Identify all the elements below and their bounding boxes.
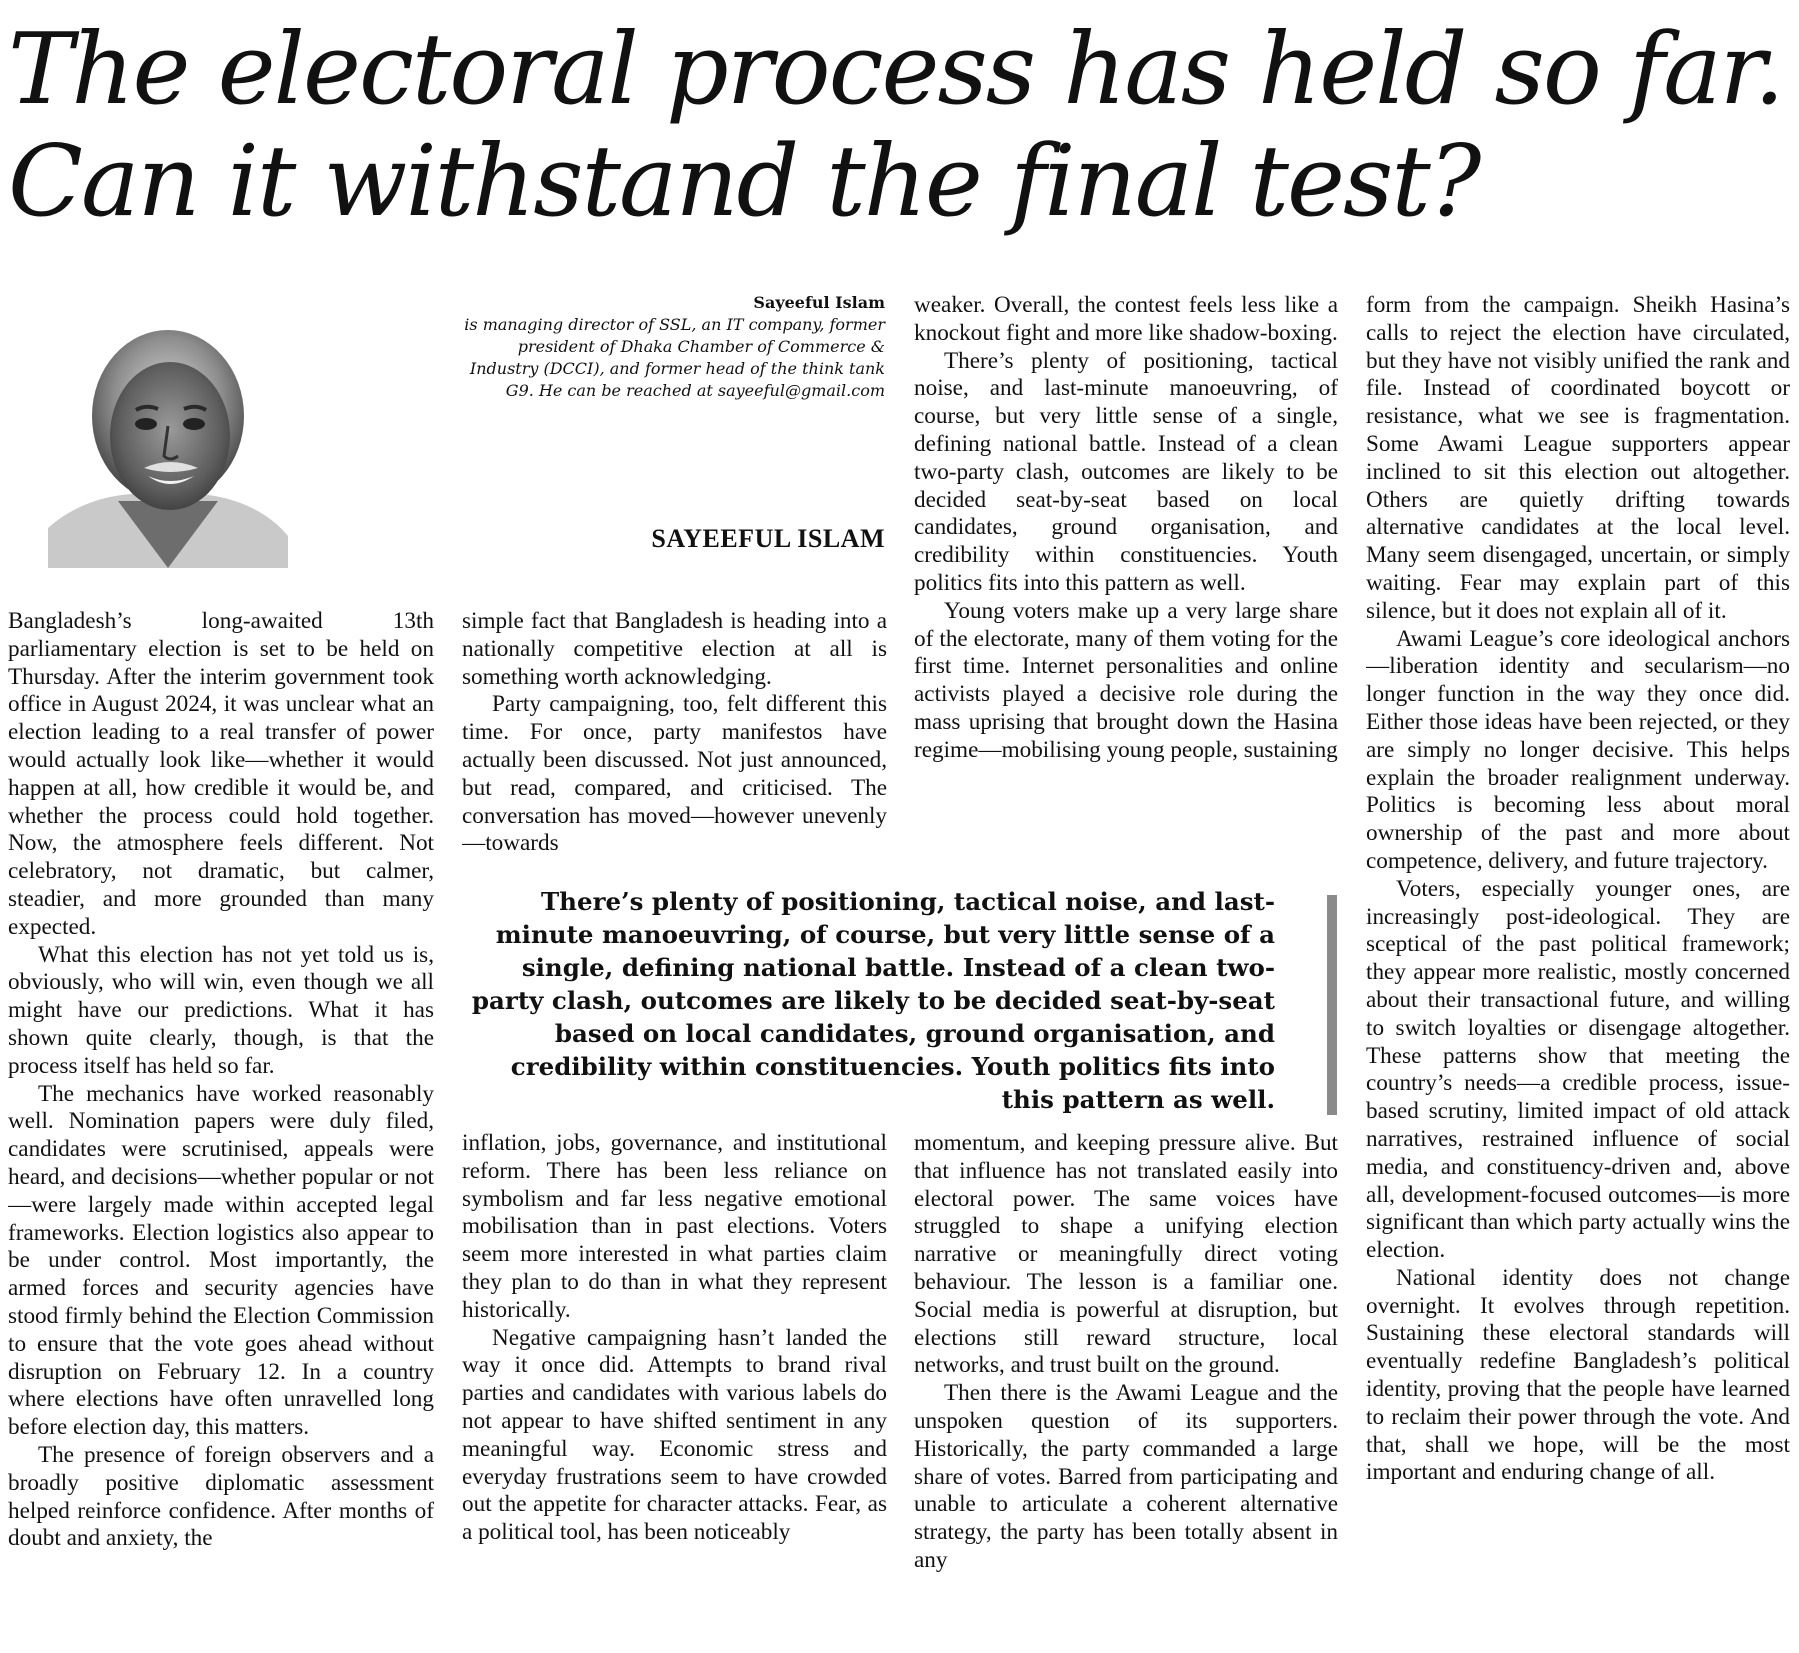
paragraph: There’s plenty of positioning, tactical noise, and last-minute manoeuvring, of course, but very little sense of a single, defining national battle. Instead of a clean two-party clash, outcomes are likely to be decided seat-by-seat based on local candidates, ground organisation, and credibility within constituencies. Youth politics fits into this pattern as well.	[914, 347, 1338, 596]
pull-quote-bar	[1327, 895, 1337, 1115]
paragraph: simple fact that Bangladesh is heading into a nationally competitive election at all is something worth acknowledging.	[462, 608, 887, 690]
author-info	[450, 292, 885, 402]
byline: SAYEEFUL ISLAM	[651, 524, 885, 553]
paragraph: The presence of foreign observers and a broadly positive diplomatic assessment helped reinforce confidence. After months of doubt and anxiety, the	[8, 1441, 434, 1552]
article-column-2-top	[462, 608, 887, 858]
article-column-3-bottom	[914, 1130, 1338, 1642]
paragraph: Bangladesh’s long-awaited 13th parliamentary election is set to be held on Thursday. After the interim government took office in August 2024, it was unclear what an election leading to a real transfer of power would actually look like—whether it would happen at all, how credible it would be, and whether the process could hold together. Now, the atmosphere feels different. Not celebratory, not dramatic, but calmer, steadier, and more grounded than many expected.	[8, 608, 434, 940]
author-photo	[48, 296, 288, 568]
author-name: Sayeeful Islam	[753, 293, 885, 312]
paragraph: Negative campaigning hasn’t landed the way it once did. Attempts to brand rival parties and candidates with various labels do not appear to have shifted sentiment in any meaningful way. Economic stress and everyday frustrations seem to have crowded out the appetite for character attacks. Fear, as a political tool, has been noticeably	[462, 1324, 887, 1546]
article-column-4	[1366, 292, 1790, 1642]
article-column-1	[8, 608, 434, 1642]
paragraph: Young voters make up a very large share of the electorate, many of them voting for the first time. Internet personalities and online activists played a decisive role during the mass uprising that brought down the Hasina regime—mobilising young people, sustaining	[914, 597, 1338, 763]
paragraph: Awami League’s core ideological anchors—liberation identity and secularism—no longer function in the way they once did. Either those ideas have been rejected, or they are simply no longer decisive. This helps explain the broader realignment underway. Politics is becoming less about moral ownership of the past and more about competence, delivery, and future trajectory.	[1366, 625, 1790, 874]
paragraph: National identity does not change overnight. It evolves through repetition. Sustaining these electoral standards will eventually redefine Bangladesh’s political identity, proving that the people have learned to reclaim their power through the vote. And that, shall we hope, will be the most important and enduring change of all.	[1366, 1264, 1790, 1486]
paragraph: The mechanics have worked reasonably well. Nomination papers were duly filed, candidates were scrutinised, appeals were heard, and decisions—whether popular or not—were largely made within accepted legal frameworks. Election logistics also appear to be under control. Most importantly, the armed forces and security agencies have stood firmly behind the Election Commission to ensure that the vote goes ahead without disruption on February 12. In a country where elections have often unravelled long before election day, this matters.	[8, 1080, 434, 1441]
paragraph: Voters, especially younger ones, are increasingly post-ideological. They are sceptical of the past political framework; they appear more realistic, mostly concerned about their transactional future, and willing to switch loyalties or disengage altogether. These patterns show that meeting the country’s needs—a credible process, issue-based scrutiny, limited impact of old attack narratives, restrained influence of social media, and constituency-driven and, above all, development-focused outcomes—is more significant than which party actually wins the election.	[1366, 875, 1790, 1264]
paragraph: momentum, and keeping pressure alive. But that influence has not translated easily into electoral power. The same voices have struggled to shape a unifying election narrative or meaningfully direct voting behaviour. The lesson is a familiar one. Social media is powerful at disruption, but elections still reward structure, local networks, and trust built on the ground.	[914, 1130, 1338, 1379]
paragraph: Then there is the Awami League and the unspoken question of its supporters. Historically, the party commanded a large share of votes. Barred from participating and unable to articulate a coherent alternative strategy, the party has been totally absent in any	[914, 1380, 1338, 1573]
paragraph: weaker. Overall, the contest feels less like a knockout fight and more like shadow-boxing.	[914, 292, 1338, 346]
paragraph: What this election has not yet told us is, obviously, who will win, even though we all might have our predictions. What it has shown quite clearly, though, is that the process itself has held so far.	[8, 941, 434, 1079]
paragraph: form from the campaign. Sheikh Hasina’s calls to reject the election have circulated, but they have not visibly unified the rank and file. Instead of coordinated boycott or resistance, what we see is fragmentation. Some Awami League supporters appear inclined to sit this election out altogether. Others are quietly drifting towards alternative candidates at the local level. Many seem disengaged, uncertain, or simply waiting. Fear may explain part of this silence, but it does not explain all of it.	[1366, 292, 1790, 624]
paragraph: Party campaigning, too, felt different this time. For once, party manifestos have actually been discussed. Not just announced, but read, compared, and criticised. The conversation has moved—however unevenly—towards	[462, 691, 887, 857]
author-bio: is managing director of SSL, an IT company, former president of Dhaka Chamber of Commerce & Industry (DCCI), and former head of the think tank G9. He can be reached at sayeeful@gmail.com	[464, 315, 885, 400]
article-column-3-top	[914, 292, 1338, 858]
pull-quote: There’s plenty of positioning, tactical noise, and last-minute manoeuvring, of course, but very little sense of a single, defining national battle. Instead of a clean two-party clash, outcomes are likely to be decided seat-by-seat based on local candidates, ground organisation, and credibility within constituencies. Youth politics fits into this pattern as well.	[471, 887, 1275, 1114]
paragraph: inflation, jobs, governance, and institutional reform. There has been less reliance on symbolism and far less negative emotional mobilisation than in past elections. Voters seem more interested in what parties claim they plan to do than in what they represent historically.	[462, 1130, 887, 1323]
article-column-2-bottom	[462, 1130, 887, 1642]
headline: The electoral process has held so far. Can it withstand the final test?	[8, 13, 1783, 239]
